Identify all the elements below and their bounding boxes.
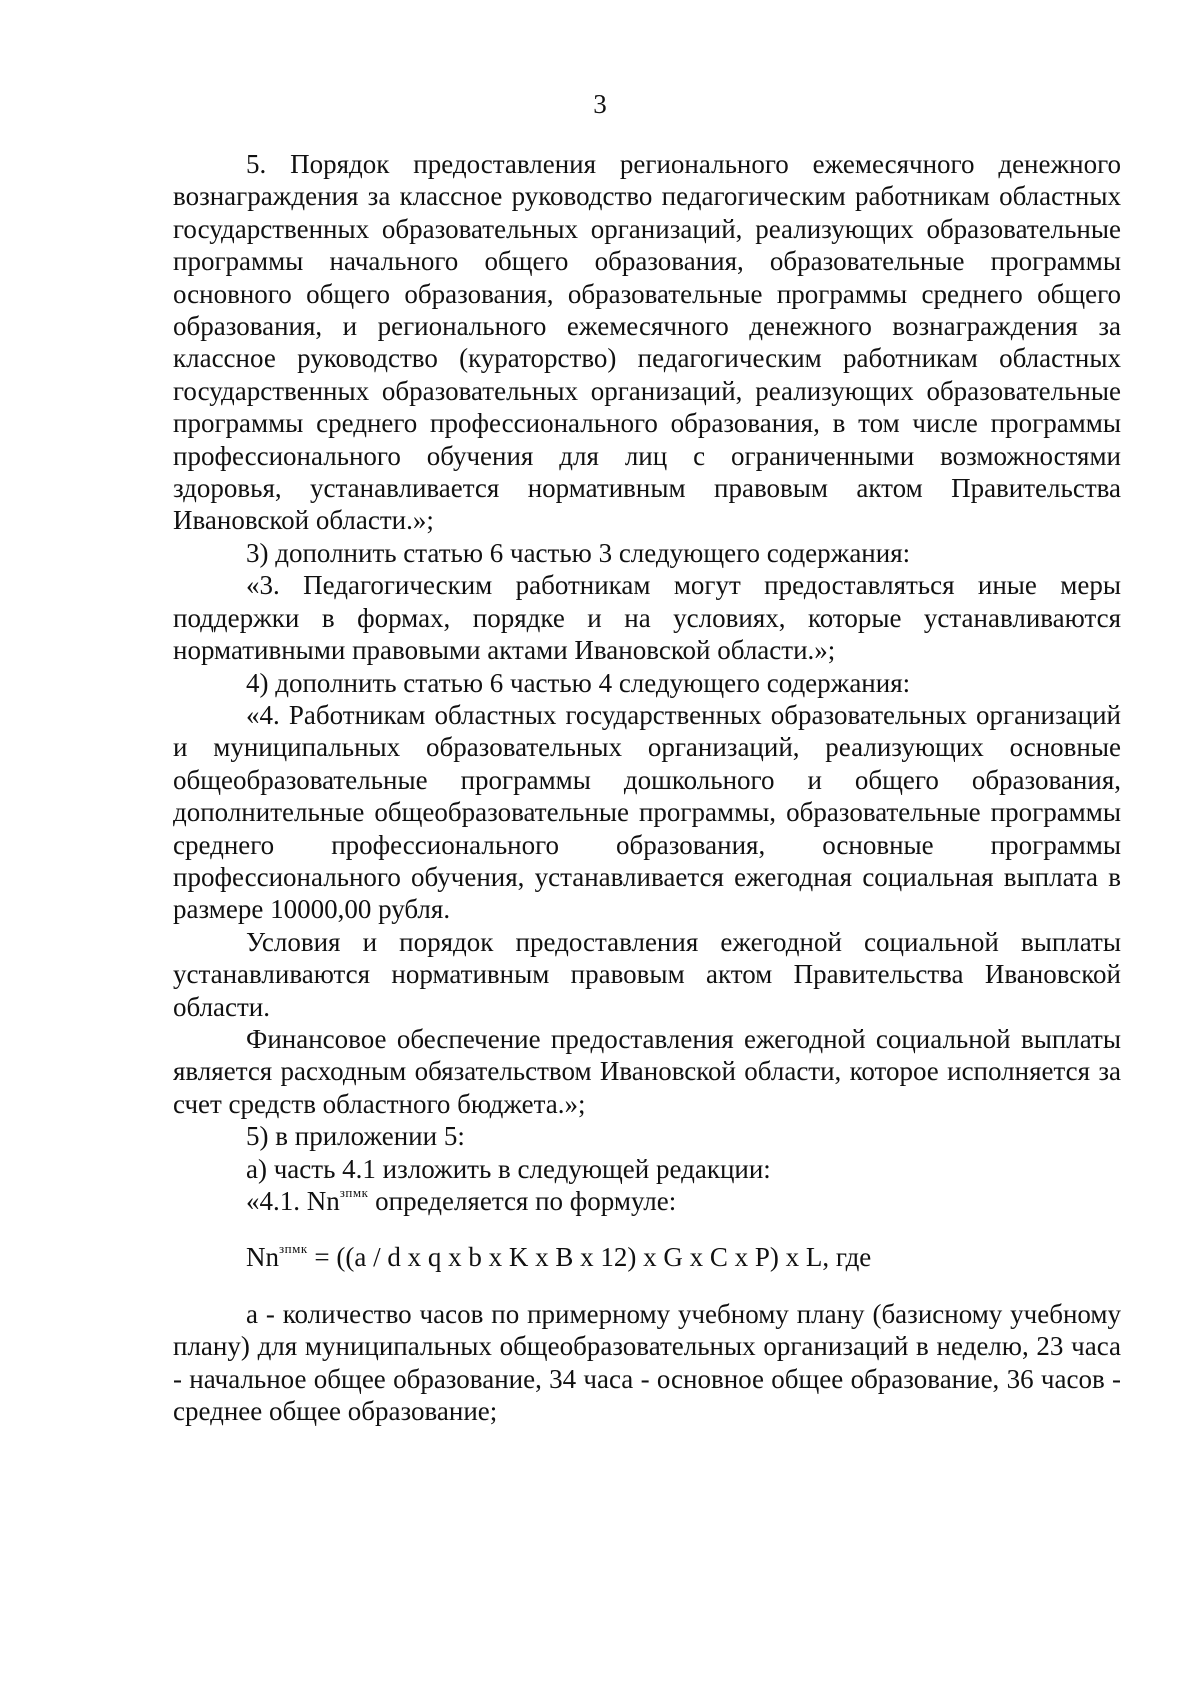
formula-prefix: Nn <box>246 1242 279 1273</box>
paragraph: 3) дополнить статью 6 частью 3 следующего содержания: <box>246 537 911 568</box>
paragraph: 4) дополнить статью 6 частью 4 следующего содержания: <box>246 667 911 698</box>
definition-prefix: «4.1. Nn <box>246 1186 340 1216</box>
definition-line <box>173 1185 1121 1217</box>
paragraph: «4. Работникам областных государственных образовательных организаций и муниципальных образовательных организаций, реализующих основные общеобразовательные программы дошкольного и общего образования, дополнительные общеобразовательные программы, образовательные программы среднего профессионального образования, основные программы профессионального обучения, устанавливается ежегодная социальная выплата в размере 10000,00 рубля. <box>173 699 1121 925</box>
spacer <box>173 1274 1121 1298</box>
definition-suffix: определяется по формуле: <box>368 1186 677 1216</box>
definition-superscript: зпмк <box>339 1185 369 1200</box>
paragraph: «3. Педагогическим работникам могут предоставляться иные меры поддержки в формах, порядке и на условиях, которые устанавливаются нормативными правовыми актами Ивановской области.»; <box>173 570 1121 666</box>
page-number: 3 <box>593 89 607 119</box>
spacer <box>173 1217 1121 1241</box>
paragraph: 5. Порядок предоставления регионального ежемесячного денежного вознаграждения за классное руководство педагогическим работникам областных государственных образовательных организаций, реализующих образовательные программы начального общего образования, образовательные программы основного общего образования, образовательные программы среднего общего образования, и регионального ежемесячного денежного вознаграждения за классное руководство (кураторство) педагогическим работникам областных государственных образовательных организаций, реализующих образовательные программы среднего профессионального образования, в том числе программы профессионального обучения для лиц с ограниченными возможностями здоровья, устанавливается нормативным правовым актом Правительства Ивановской области.»; <box>173 149 1121 536</box>
formula-expression: = ((a / d x q x b x K x B x 12) x G x C x P) x L, где <box>307 1242 872 1273</box>
formula-superscript: зпмк <box>279 1241 308 1257</box>
document-body <box>173 148 1121 1427</box>
paragraph: 5) в приложении 5: <box>246 1121 465 1152</box>
explanation-paragraph: а - количество часов по примерному учебному плану (базисному учебному плану) для муниципальных общеобразовательных организаций в неделю, 23 часа - начальное общее образование, 34 часа - основное общее образование, 36 часов - среднее общее образование; <box>173 1298 1121 1427</box>
paragraph: а) часть 4.1 изложить в следующей редакции: <box>246 1153 771 1184</box>
paragraph: Условия и порядок предоставления ежегодной социальной выплаты устанавливаются нормативным правовым актом Правительства Ивановской области. <box>173 926 1121 1022</box>
formula <box>173 1241 1121 1273</box>
paragraph: Финансовое обеспечение предоставления ежегодной социальной выплаты является расходным обязательством Ивановской области, которое исполняется за счет средств областного бюджета.»; <box>173 1023 1121 1119</box>
